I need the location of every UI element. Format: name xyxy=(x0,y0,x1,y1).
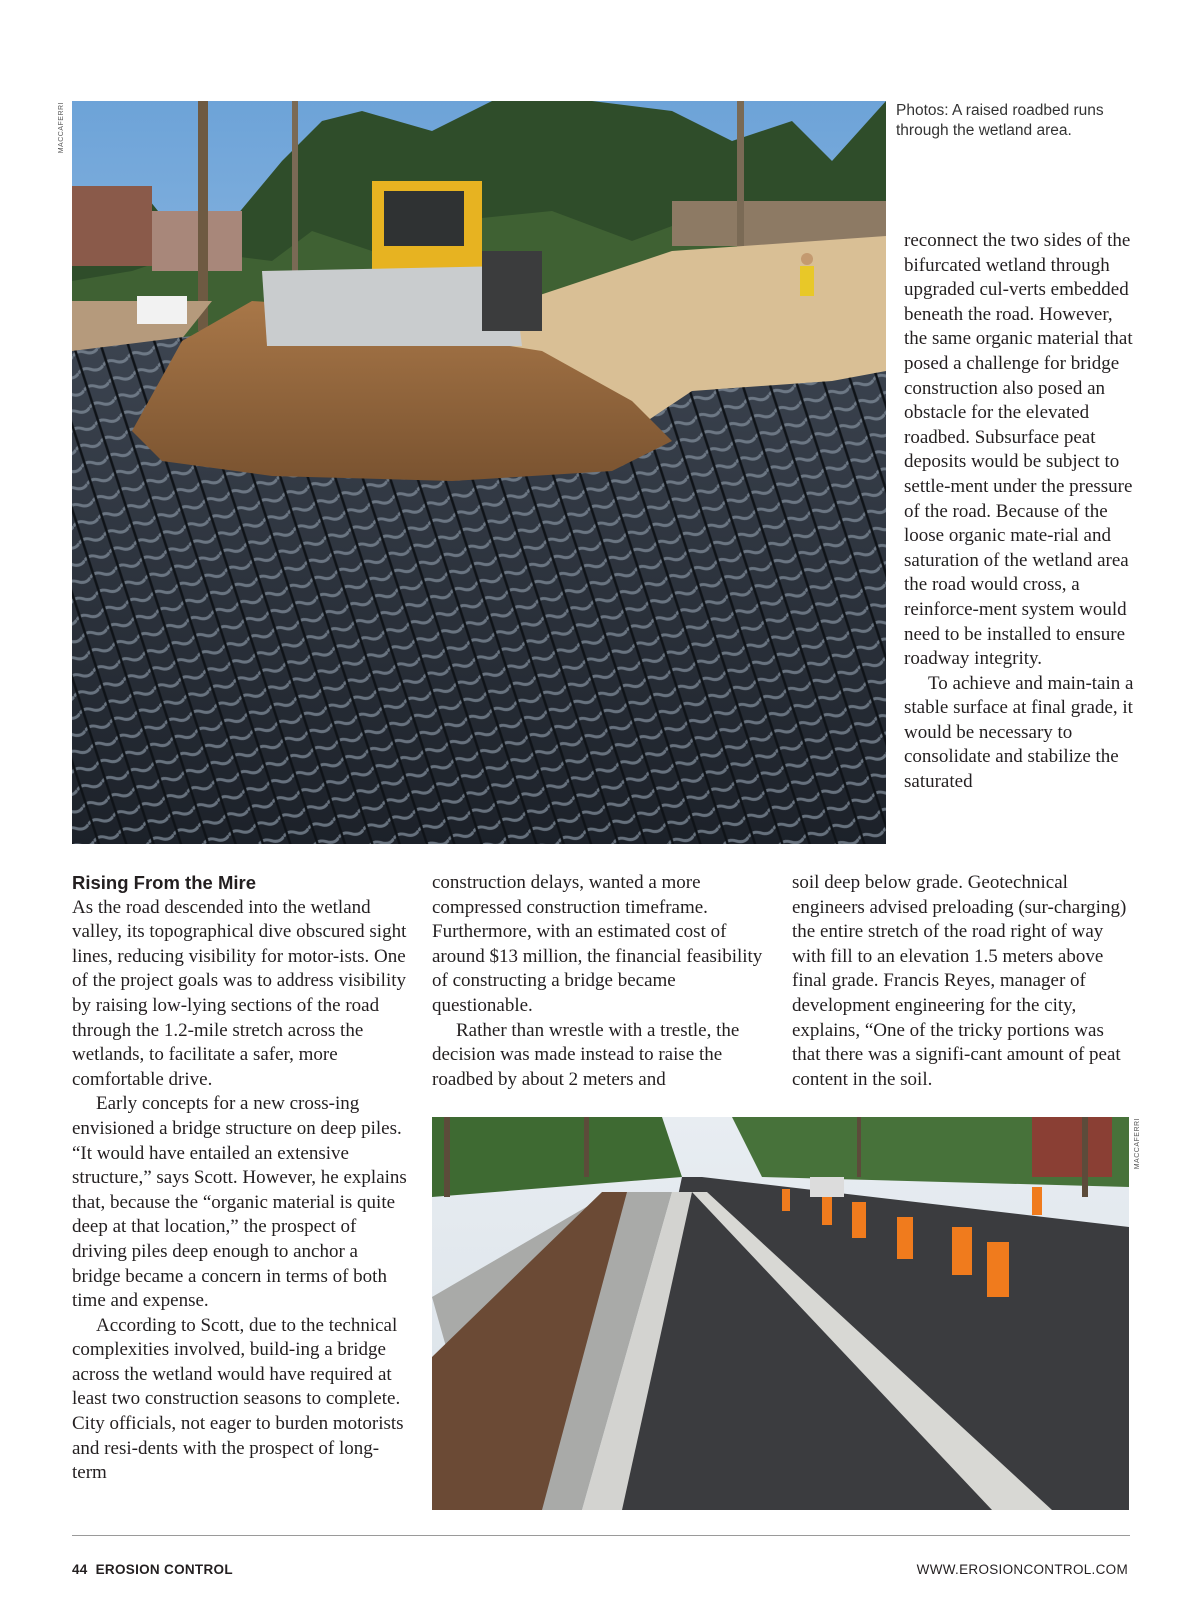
photo-credit-top: MACCAFERRI xyxy=(58,102,65,154)
paragraph: soil deep below grade. Geotechnical engineers advised preloading (sur-charging) the entire stretch of the road right of way with fill to an elevation 1.5 meters above final grade. Francis Reyes, manager of development engineering for the city, explains, “One of the tricky portions was that there was a signifi-cant amount of peat content in the soil. xyxy=(792,872,1127,1090)
section-heading: Rising From the Mire xyxy=(72,872,256,893)
paragraph: Early concepts for a new cross-ing envisioned a bridge structure on deep piles. “It would have entailed an extensive structure,” says Scott. However, he explains that, because the “organic material is quite deep at that location,” the prospect of driving piles deep enough to anchor a bridge became a concern in terms of both time and expense. xyxy=(72,1093,407,1312)
paragraph: According to Scott, due to the technical complexities involved, build-ing a bridge across the wetland would have required at least two construction seasons to complete. City officials, not eager to burden motorists and resi-dents with the prospect of long-term xyxy=(72,1314,404,1484)
sidebar-text-column xyxy=(904,229,1136,795)
photo-caption: Photos: A raised roadbed runs through the wetland area. xyxy=(896,102,1104,139)
paragraph: construction delays, wanted a more compressed construction timeframe. Furthermore, with an estimated cost of around $13 million, the financial feasibility of constructing a bridge became questionable. xyxy=(432,872,763,1016)
footer-url[interactable]: WWW.EROSIONCONTROL.COM xyxy=(916,1562,1128,1577)
page-number: 44 xyxy=(72,1562,88,1577)
paragraph: As the road descended into the wetland valley, its topographical dive obscured sight lines, reducing visibility for motor-ists. One of the project goals was to address visibility by raising low-lying sections of the road through the 1.2-mile stretch across the wetlands, to facilitate a safer, more comfortable drive. xyxy=(72,896,407,1090)
article-column-3 xyxy=(792,871,1132,1092)
article-column-1 xyxy=(72,871,408,1486)
road-photo-bottom xyxy=(432,1117,1129,1510)
paragraph: reconnect the two sides of the bifurcated wetland through upgraded cul-verts embedded beneath the road. However, the same organic material that posed a challenge for bridge construction also posed an obstacle for the elevated roadbed. Subsurface peat deposits would be subject to settle-ment under the pressure of the road. Because of the loose organic mate-rial and saturation of the wetland area the road would cross, a reinforce-ment system would need to be installed to ensure roadway integrity. xyxy=(904,230,1133,670)
footer-left xyxy=(72,1562,233,1577)
paragraph: To achieve and main-tain a stable surface at final grade, it would be necessary to consolidate and stabilize the saturated xyxy=(904,672,1134,793)
footer-rule xyxy=(72,1535,1130,1536)
construction-photo-top xyxy=(72,101,886,844)
photo-credit-bottom: MACCAFERRI xyxy=(1134,1118,1141,1170)
magazine-name: EROSION CONTROL xyxy=(95,1562,233,1577)
article-column-2 xyxy=(432,871,768,1092)
paragraph: Rather than wrestle with a trestle, the decision was made instead to raise the roadbed by about 2 meters and xyxy=(432,1019,740,1090)
